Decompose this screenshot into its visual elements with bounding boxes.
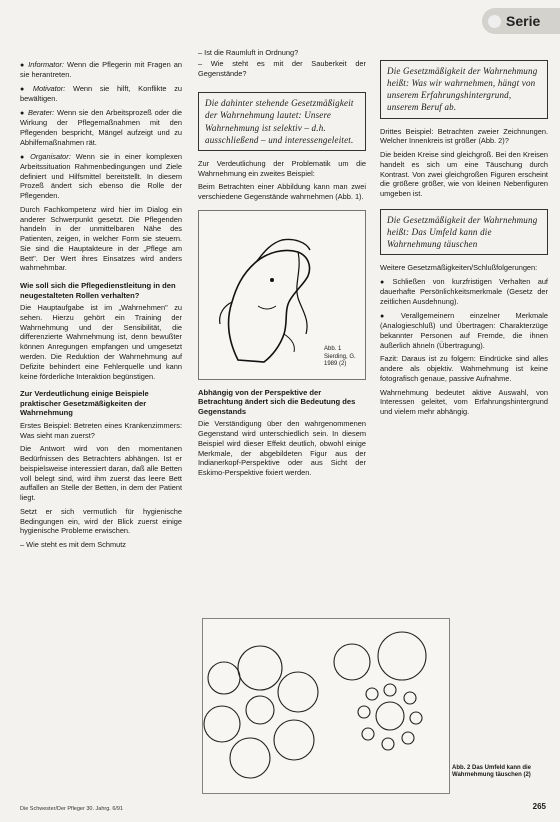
series-badge [482,8,560,34]
figure-2-circles-illusion [202,618,450,794]
paragraph: Beim Betrachten einer Abbildung kann man zwei verschiedene Gegenstände wahrnehmen (Abb. 1). [198,182,366,202]
list-item: – Ist die Raumluft in Ordnung? [198,48,299,57]
quote-box: Die Gesetzmäßigkeit der Wahrnehmung heißt: Was wir wahrnehmen, hängt von unserem Erfahrungshintergrund, unserem Beruf ab. [380,60,548,119]
quote-box: Die dahinter stehende Gesetzmäßigkeit der Wahrnehmung lautet: Unsere Wahrnehmung ist selektiv – d.h. ausschließend – und interessengeleitet. [198,92,366,151]
paragraph: Die beiden Kreise sind gleichgroß. Bei den Kreisen handelt es sich um eine Täuschung durch Kontrast. Von zwei gleichgroßen Figuren erscheint die größere größer, wie von kleinen Nebenfiguren umgeben ist. [380,150,548,199]
bullet-motivator: ● Motivator: Wenn sie hilft, Konflikte zu bewältigen. [20,84,182,104]
bullet-informator: ● Informator: Wenn die Pflegerin mit Fragen an sie herantreten. [20,60,182,80]
series-label: Serie [506,13,541,29]
quote-box: Die Gesetzmäßigkeit der Wahrnehmung heißt: Das Umfeld kann die Wahrnehmung täuschen [380,209,548,255]
page-number: 265 [532,802,546,811]
series-dot-icon [488,15,501,28]
bullet-item: ● Schließen von kurzfristigen Verhalten auf dauerhafte Persönlichkeitsmerkmale (Gesetz der zeitlichen Ausdehnung). [380,277,548,307]
paragraph: Die Antwort wird von den momentanen Bedürfnissen des Betrachters abhängen. Ist er beispielsweise interessiert daran, daß alle Betten voll belegt sind, wird ihm zuerst das leere Bett auffallen an Stelle der Betten, in dem der Patient liegt. [20,444,182,503]
column-3 [380,60,548,421]
section-heading: Abhängig von der Perspektive der Betrachtung ändert sich die Bedeutung des Gegenstands [198,387,356,416]
paragraph: – Wie steht es mit dem Schmutz [20,540,126,550]
paragraph: Drittes Beispiel: Betrachten zweier Zeichnungen. Welcher Innenkreis ist größer (Abb. 2)? [380,126,548,146]
figure-1 [198,210,366,380]
paragraph: Weitere Gesetzmäßigkeiten/Schlußfolgerungen: [380,263,538,273]
bullet-organisator: ● Organisator: Wenn sie in einer komplexen Arbeitssituation Rahmenbedingungen und Ziele definiert und Hilfsmittel bereitstellt. In diesem Prozeß ändert sich ebenso die Rolle der Pflegenden. [20,152,182,201]
figure-2-caption: Abb. 2 Das Umfeld kann die Wahrnehmung täuschen (2) [452,765,532,779]
bullet-item: ● Verallgemeinern einzelner Merkmale (Analogieschluß) und Übertragen: Charakterzüge bekannter Personen auf Fremde, die ihnen äußerlich ähneln (Übertragung). [380,311,548,351]
paragraph: Setzt er sich vermutlich für hygienische Bedingungen ein, wird der Blick zuerst einige hygienische Probleme erwischen. [20,506,182,536]
column-2 [198,48,366,482]
footer-source: Die Schwester/Der Pfleger 30. Jahrg. 6/91 [20,806,124,812]
paragraph: Die Verständigung über den wahrgenommenen Gegenstand wird unterschiedlich sein. In diesem Beispiel wird dieser Effekt deutlich, obwohl einige Merkmale, der abgebildeten Figur aus der Indianerkopf-Perspektive oder aus Sicht der Eskimo-Perspektive fixiert werden. [198,419,366,478]
paragraph: Fazit: Daraus ist zu folgern: Eindrücke sind alles andere als objektiv. Wahrnehmung ist keine fotografisch genaue, passive Aufnahme. [380,354,548,383]
section-heading: Zur Verdeutlichung einige Beispiele praktischer Gesetzmäßigkeiten der Wahrnehmung [20,389,149,418]
figure-1-caption: Abb. 1 Sierding, G. 1989 (2) [324,346,356,367]
paragraph: Erstes Beispiel: Betreten eines Krankenzimmers: Was sieht man zuerst? [20,420,182,440]
section-heading: Wie soll sich die Pflegedienstleitung in den neugestalteten Rollen verhalten? [20,281,176,300]
paragraph: Wahrnehmung bedeutet aktive Auswahl, von Interessen geleitet, vom Erfahrungshintergrund und vielem mehr abhängig. [380,387,548,417]
list-item: – Wie steht es mit der Sauberkeit der Gegenstände? [198,58,366,78]
paragraph: Die Hauptaufgabe ist im „Wahrnehmen" zu sehen. Hierzu gehört ein Training der Wahrnehmung und der Sensibilität, die differenzierte Wahrnehmung ist, denn bewußter können Anregungen empfangen und umgesetzt werden. Die Reduktion der Wahrnehmung auf Defizite behindert eine Fehlerquelle und kann keine förderliche Interaktion begünstigen. [20,303,182,381]
paragraph: Durch Fachkompetenz wird hier im Dialog ein anderer Schwerpunkt gesetzt. Die Pflegenden handeln in der unmittelbaren Nähe des Patienten, zeigen, in welcher Form sie steuern. Sie sind die Hauptakteure in der „Pflege am Bett". Der Wert ihres Einsatzes wird anders wahrnehmbar. [20,204,182,273]
column-1 [20,60,182,554]
paragraph: Zur Verdeutlichung der Problematik um die Wahrnehmung ein zweites Beispiel: [198,158,366,178]
bullet-berater: ● Berater: Wenn sie den Arbeitsprozeß oder die Wirkung der Pflegemaßnahmen mit den Pflegenden bespricht, Mängel aufzeigt und zu Abhilfemaßnahmen rät. [20,108,182,148]
